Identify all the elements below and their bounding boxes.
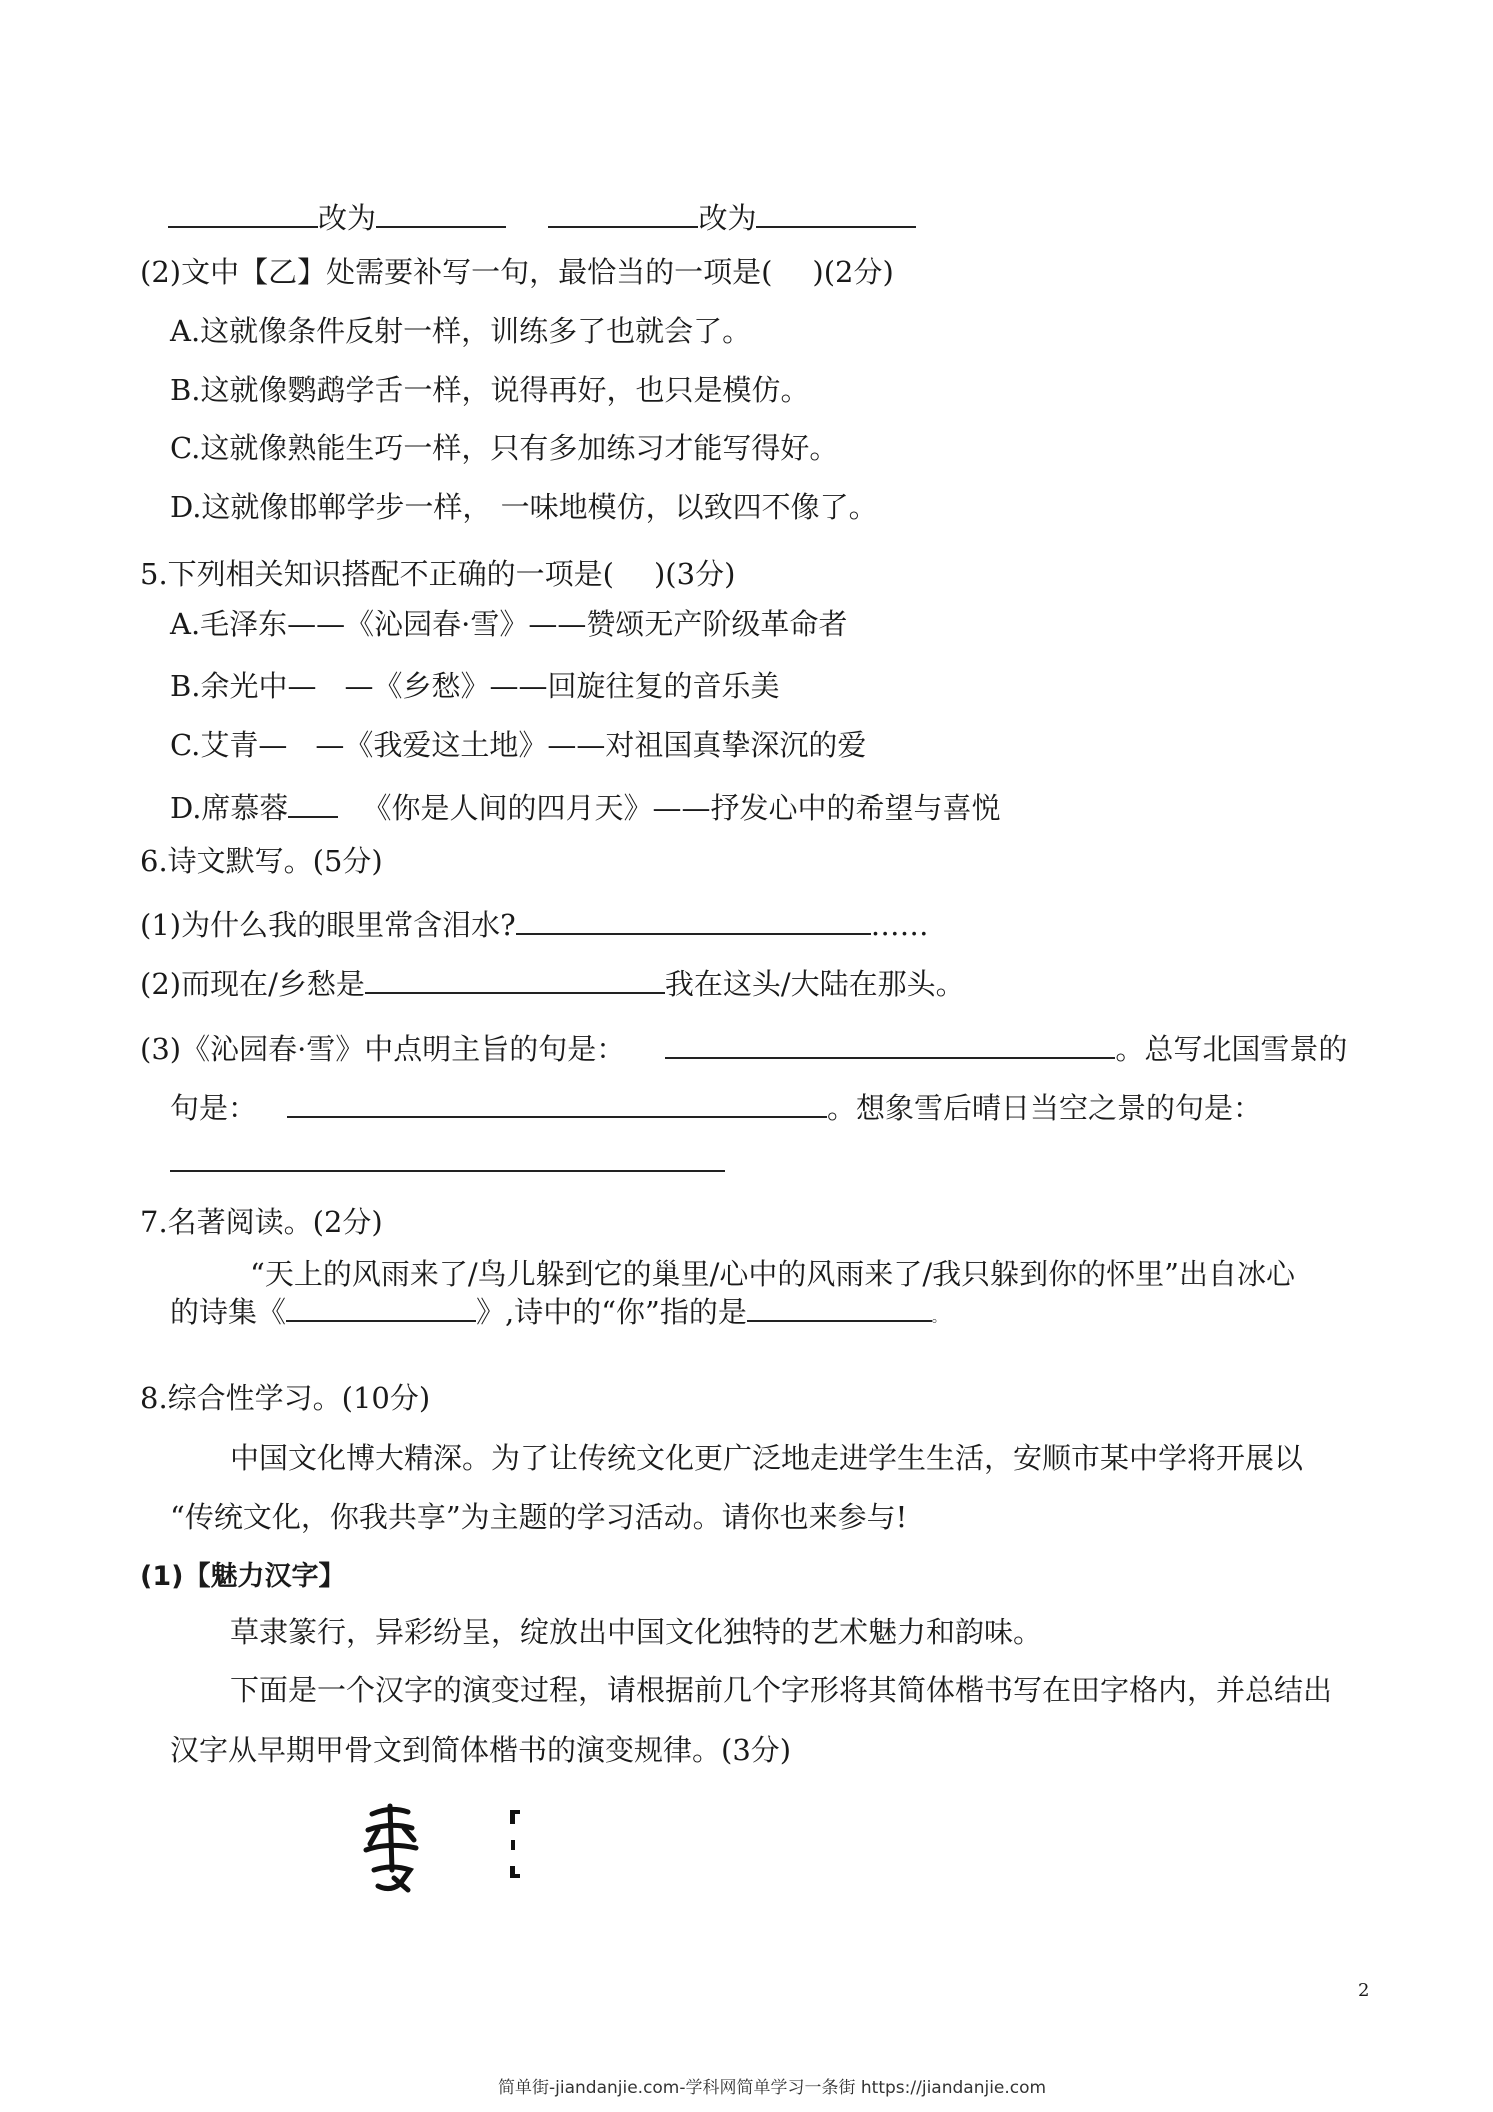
page-number: 2 [1358, 1980, 1370, 2001]
option-text: —《乡愁》——回旋往复的音乐美 [344, 669, 780, 703]
q8-sub1-p3: 汉字从早期甲骨文到简体楷书的演变规律。(3分) [170, 1733, 792, 1767]
rewrite-blank-row [168, 196, 916, 236]
q8-intro-1: 中国文化博大精深。为了让传统文化更广泛地走进学生生活，安顺市某中学将开展以 [230, 1441, 1304, 1475]
period: 。 [931, 1310, 946, 1326]
q5-option-a: A.毛泽东——《沁园春·雪》——赞颂无产阶级革命者 [170, 607, 848, 641]
q7-line-1: “天上的风雨来了/鸟儿躲到它的巢里/心中的风雨来了/我只躲到你的怀里”出自冰心 [250, 1257, 1295, 1291]
answer-blank[interactable] [286, 1290, 476, 1322]
oracle-script-glyph-image [360, 1800, 540, 1900]
question-stem: (2)文中【乙】处需要补写一句，最恰当的一项是( [140, 255, 773, 289]
q5-option-c [170, 727, 866, 763]
ellipsis: …… [870, 908, 929, 942]
answer-blank[interactable] [170, 1140, 725, 1172]
item-text: 。想象雪后晴日当空之景的句是： [827, 1091, 1263, 1125]
item-text: 的诗集《 [170, 1295, 287, 1329]
question-6-stem: 6.诗文默写。(5分) [140, 844, 383, 878]
answer-blank[interactable] [747, 1290, 932, 1322]
item-text: 。总写北国雪景的 [1115, 1032, 1348, 1066]
option-text: D.席慕蓉 [170, 791, 289, 825]
q6-item-3-line-2 [170, 1086, 1262, 1126]
q5-option-b [170, 668, 780, 704]
q6-item-2 [140, 962, 965, 1002]
option-text: B.余光中— [170, 669, 317, 703]
option-text: C.艾青— [170, 728, 288, 762]
question-7-stem: 7.名著阅读。(2分) [140, 1205, 383, 1239]
q6-item-3-line-3 [170, 1140, 725, 1180]
answer-blank[interactable] [548, 196, 698, 228]
score-label: )(2分) [812, 255, 894, 289]
question-8-stem: 8.综合性学习。(10分) [140, 1381, 431, 1415]
question-4-2-stem [140, 254, 894, 290]
score-label: )(3分) [653, 557, 736, 591]
change-to-label: 改为 [318, 201, 377, 235]
q6-item-3 [140, 1027, 1347, 1067]
answer-blank[interactable] [516, 903, 871, 935]
answer-blank[interactable] [168, 196, 318, 228]
item-text: 句是： [170, 1091, 258, 1125]
answer-blank[interactable] [665, 1027, 1115, 1059]
q8-sub1-p2: 下面是一个汉字的演变过程，请根据前几个字形将其简体楷书写在田字格内，并总结出 [230, 1673, 1333, 1707]
option-b: B.这就像鹦鹉学舌一样，说得再好，也只是模仿。 [170, 373, 810, 407]
item-text: 》,诗中的“你”指的是 [476, 1295, 747, 1329]
footer-watermark: 简单街-jiandanjie.com-学科网简单学习一条街 https://jiandanjie.com [498, 2078, 1047, 2098]
change-to-label: 改为 [698, 201, 757, 235]
answer-blank[interactable] [287, 1086, 827, 1118]
answer-blank[interactable] [756, 196, 916, 228]
item-text: (2)而现在/乡愁是 [140, 967, 365, 1001]
option-a: A.这就像条件反射一样，训练多了也就会了。 [170, 314, 752, 348]
option-c: C.这就像熟能生巧一样，只有多加练习才能写得好。 [170, 431, 839, 465]
q7-line-2 [170, 1290, 946, 1336]
item-text: 我在这头/大陆在那头。 [664, 967, 965, 1001]
q6-item-1 [140, 903, 929, 943]
option-text: 《你是人间的四月天》——抒发心中的希望与喜悦 [362, 791, 1001, 825]
answer-blank[interactable] [365, 962, 665, 994]
question-5-stem [140, 556, 735, 592]
question-stem: 5.下列相关知识搭配不正确的一项是( [140, 557, 614, 591]
item-text: (1)为什么我的眼里常含泪水? [140, 908, 516, 942]
option-d: D.这就像邯郸学步一样， 一味地模仿，以致四不像了。 [170, 490, 878, 524]
q8-intro-2: “传统文化，你我共享”为主题的学习活动。请你也来参与! [170, 1500, 908, 1534]
answer-blank[interactable] [376, 196, 506, 228]
q5-option-d [170, 786, 1000, 826]
underline [288, 786, 338, 818]
q8-sub1-title: (1)【魅力汉字】 [140, 1561, 346, 1592]
item-text: (3)《沁园春·雪》中点明主旨的句是： [140, 1032, 626, 1066]
q8-sub1-p1: 草隶篆行，异彩纷呈，绽放出中国文化独特的艺术魅力和韵味。 [230, 1615, 1043, 1649]
option-text: —《我爱这土地》——对祖国真挚深沉的爱 [315, 728, 867, 762]
